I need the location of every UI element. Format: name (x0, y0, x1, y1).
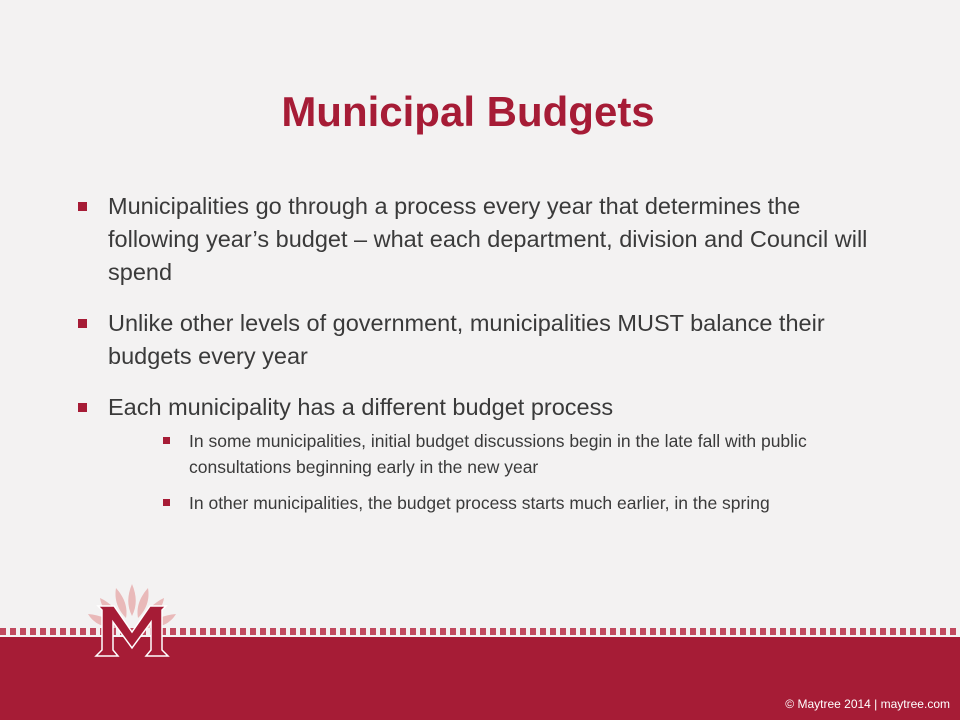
copyright-text: © Maytree 2014 | maytree.com (785, 697, 950, 711)
bullet-text: Each municipality has a different budget process (108, 394, 614, 420)
slide-title: Municipal Budgets (281, 88, 655, 135)
bullet-text: Municipalities go through a process every year that determines the following year’s budget – what each department, division and Council will spend (108, 193, 868, 285)
bullet-item (78, 190, 868, 289)
square-bullet-icon (78, 202, 87, 211)
bullet-item (78, 307, 868, 373)
square-bullet-icon (163, 437, 170, 444)
bullet-text: Unlike other levels of government, municipalities MUST balance their budgets every year (108, 310, 825, 369)
sub-bullet-list (108, 428, 868, 516)
bullet-item (78, 391, 868, 516)
maytree-m-logo-icon (78, 580, 186, 660)
sub-bullet-item (163, 428, 868, 480)
square-bullet-icon (78, 403, 87, 412)
square-bullet-icon (78, 319, 87, 328)
square-bullet-icon (163, 499, 170, 506)
sub-bullet-text: In other municipalities, the budget process starts much earlier, in the spring (189, 493, 770, 513)
bullet-list (78, 190, 868, 526)
sub-bullet-item (163, 490, 868, 516)
sub-bullet-text: In some municipalities, initial budget discussions begin in the late fall with public consultations beginning early in the new year (189, 431, 807, 477)
